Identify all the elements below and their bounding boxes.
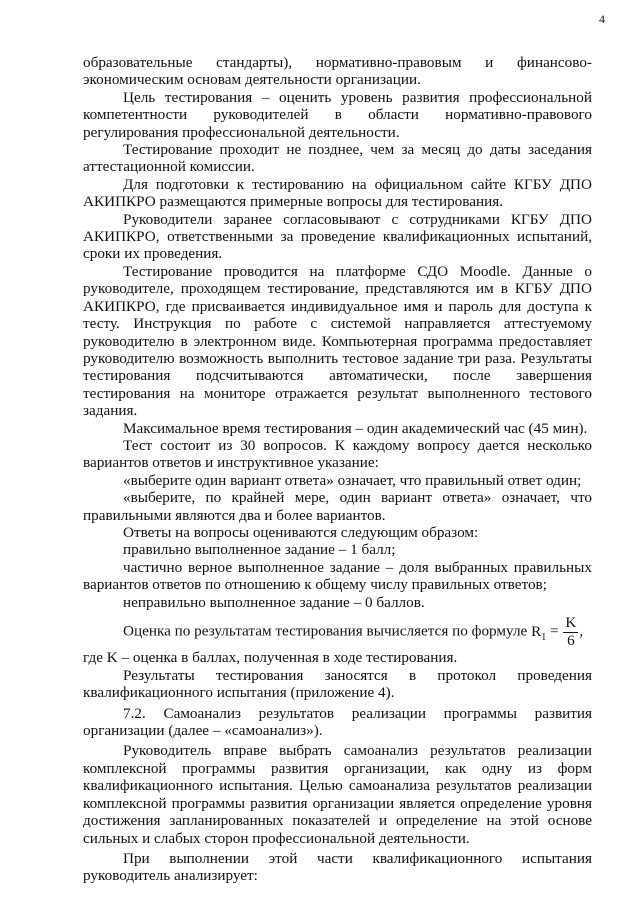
paragraph: «выберите, по крайней мере, один вариант ответа» означает, что правильными являются два и более вариантов. xyxy=(83,489,592,524)
page-number: 4 xyxy=(599,12,605,26)
formula-trail: , xyxy=(579,622,584,640)
paragraph: Максимальное время тестирования – один академический час (45 мин). xyxy=(123,419,588,437)
paragraph: Результаты тестирования заносятся в протокол проведения квалификационного испытания (приложение 4). xyxy=(83,666,592,702)
formula-denominator: 6 xyxy=(567,631,575,649)
paragraph: При выполнении этой части квалификационного испытания руководитель анализирует: xyxy=(83,849,592,885)
paragraph: «выберите один вариант ответа» означает, что правильный ответ один; xyxy=(123,471,582,489)
paragraph: Руководитель вправе выбрать самоанализ результатов реализации комплексной программы развития организации, как одну из форм квалификационного испытания. Целью самоанализа результатов реализации комплексной программы развития организации является определение уровня достижения запланированных показателей и определение на этой основе сильных и слабых сторон профессиональной деятельности. xyxy=(83,742,592,847)
formula-numerator: K xyxy=(565,614,577,631)
paragraph: правильно выполненное задание – 1 балл; xyxy=(123,541,396,559)
section-heading: 7.2. Самоанализ результатов реализации программы развития организации (далее – «самоанализ»). xyxy=(83,704,592,740)
paragraph: Тестирование проводится на платформе СДО Moodle. Данные о руководителе, проходящем тестирование, представляются им в КГБУ ДПО АКИПКРО, где присваивается индивидуальное имя и пароль для доступа к тесту. Инструкция по работе с системой направляется аттестуемому руководителю в электронном виде. Компьютерная программа предоставляет руководителю возможность выполнить тестовое задание три раза. Результаты тестирования подсчитываются автоматически, после завершения тестирования на мониторе отражается результат выполненного тестового задания. xyxy=(83,262,592,420)
formula-text: Оценка по результатам тестирования вычисляется по формуле xyxy=(123,622,528,640)
paragraph: Руководители заранее согласовывают с сотрудниками КГБУ ДПО АКИПКРО, ответственными за проведение квалификационных испытаний, сроки их проведения. xyxy=(83,210,592,263)
document-body xyxy=(83,54,592,885)
paragraph: Цель тестирования – оценить уровень развития профессиональной компетентности руководителей в области нормативно-правового регулирования профессиональной деятельности. xyxy=(83,88,592,141)
paragraph: Ответы на вопросы оцениваются следующим образом: xyxy=(123,523,479,541)
paragraph: неправильно выполненное задание – 0 баллов. xyxy=(123,593,425,611)
formula-paragraph xyxy=(83,615,592,649)
formula-fraction xyxy=(563,615,578,649)
formula-lhs: $R_1$ xyxy=(531,622,547,643)
formula-equals: = xyxy=(550,622,559,640)
paragraph: частично верное выполненное задание – доля выбранных правильных вариантов ответов по отношению к общему числу правильных ответов; xyxy=(83,558,592,594)
paragraph: Тест состоит из 30 вопросов. К каждому вопросу дается несколько вариантов ответов и инструктивное указание: xyxy=(83,436,592,472)
paragraph: где K – оценка в баллах, полученная в ходе тестирования. xyxy=(83,649,458,667)
paragraph: Для подготовки к тестированию на официальном сайте КГБУ ДПО АКИПКРО размещаются примерные вопросы для тестирования. xyxy=(83,175,592,211)
paragraph: образовательные стандарты), нормативно-правовым и финансово-экономическим основам деятельности организации. xyxy=(83,54,592,89)
paragraph: Тестирование проходит не позднее, чем за месяц до даты заседания аттестационной комиссии. xyxy=(83,141,592,176)
